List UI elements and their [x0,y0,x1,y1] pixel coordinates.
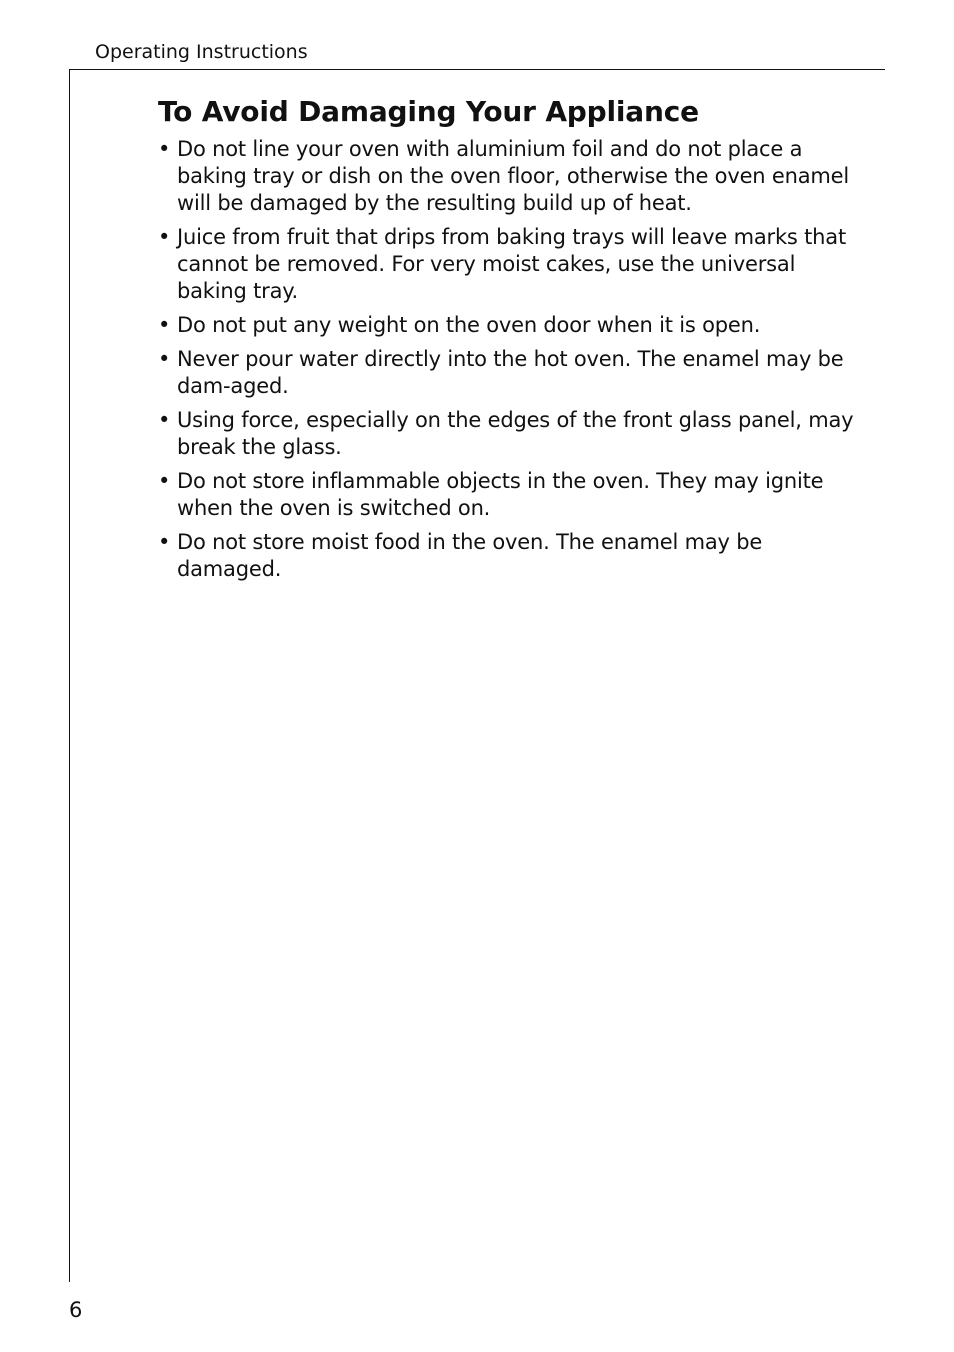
bullet-icon: • [158,347,171,371]
header-rule [69,69,885,70]
list-item [158,346,870,400]
list-item [158,529,870,583]
list-item [158,224,870,305]
bullet-icon: • [158,530,171,554]
bullet-icon: • [158,225,171,249]
bullet-icon: • [158,313,171,337]
running-header: Operating Instructions [95,41,308,63]
list-item-text: Juice from fruit that drips from baking trays will leave marks that cannot be removed. For very moist cakes, use the universal baking tray. [177,225,846,303]
list-item-text: Do not put any weight on the oven door when it is open. [177,313,761,337]
list-item [158,136,870,217]
list-item [158,468,870,522]
list-item-text: Do not store moist food in the oven. The enamel may be damaged. [177,530,763,581]
main-content [158,94,870,583]
list-item [158,407,870,461]
list-item-text: Do not line your oven with aluminium foil and do not place a baking tray or dish on the oven floor, otherwise the oven enamel will be damaged by the resulting build up of heat. [177,137,849,215]
list-item [158,312,870,339]
page-number: 6 [69,1298,83,1322]
warning-list [158,136,870,583]
bullet-icon: • [158,408,171,432]
bullet-icon: • [158,469,171,493]
list-item-text: Using force, especially on the edges of the front glass panel, may break the glass. [177,408,854,459]
list-item-text: Do not store inflammable objects in the oven. They may ignite when the oven is switched on. [177,469,824,520]
section-title: To Avoid Damaging Your Appliance [158,95,699,128]
bullet-icon: • [158,137,171,161]
list-item-text: Never pour water directly into the hot oven. The enamel may be dam-aged. [177,347,844,398]
left-margin-rule [69,69,70,1282]
